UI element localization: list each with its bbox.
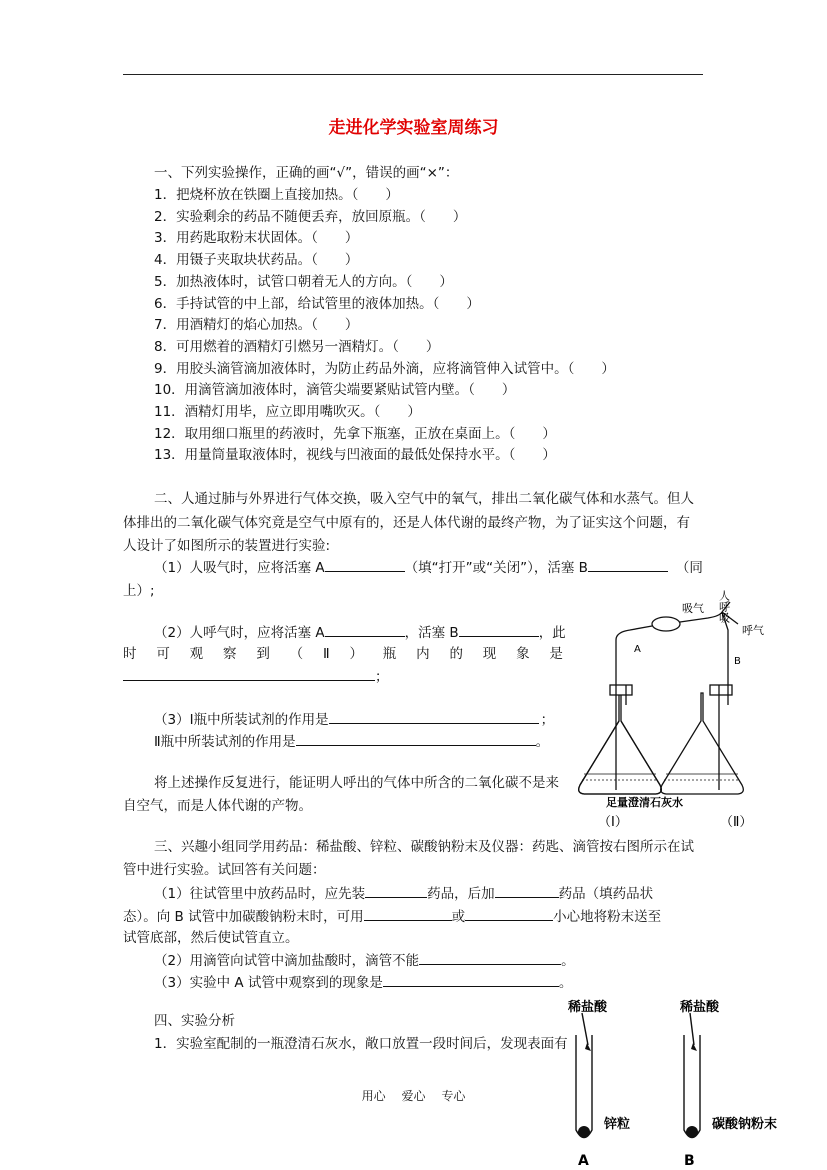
section2-conclusion-1: 将上述操作反复进行，能证明人呼出的气体中所含的二氧化碳不是来: [154, 775, 559, 791]
s3q1-text-f: 小心地将粉末送至: [553, 909, 662, 925]
section2-q3-line-2: [154, 732, 549, 751]
q3-text-a: （3）Ⅰ瓶中所装试剂的作用是: [154, 712, 329, 728]
section3-q2-line: [154, 951, 575, 970]
section2-q1-cont: 上）;: [123, 583, 155, 599]
section1-item: 7．用酒精灯的焰心加热。（ ）: [154, 317, 359, 334]
acid-label-b: 稀盐酸: [680, 1000, 720, 1015]
q1-text-a: （1）人吸气时，应将活塞 A: [154, 560, 325, 576]
q2-blank-b[interactable]: [459, 623, 539, 637]
spaced-char: ）: [349, 646, 363, 662]
section1-item: 5．加热液体时，试管口朝着无人的方向。（ ）: [154, 273, 453, 290]
spaced-char: 到: [256, 646, 270, 662]
exhale-label: 呼气: [742, 624, 764, 637]
section2-intro-line-1: 二、人通过肺与外界进行气体交换，吸入空气中的氧气，排出二氧化碳气体和水蒸气。但人: [154, 491, 694, 507]
q2-text-e: ；: [375, 669, 389, 685]
section1-item: 4．用镊子夹取块状药品。（ ）: [154, 252, 359, 269]
section1-item: 2．实验剩余的药品不随便丢弃，放回原瓶。（ ）: [154, 208, 467, 225]
q2-blank-c[interactable]: [123, 667, 375, 681]
valve-b-label: B: [734, 656, 741, 667]
section1-item: 10．用滴管滴加液体时，滴管尖端要紧贴试管内壁。（ ）: [154, 382, 516, 399]
q3-blank-a[interactable]: [329, 710, 539, 724]
section2-q2-line: [154, 623, 566, 642]
s3q1-text-b: 药品，后加: [427, 886, 495, 902]
section1-heading: 一、下列实验操作，正确的画“√”，错误的画“×”：: [154, 165, 459, 181]
section3-intro-2: 管中进行实验。试回答有关问题：: [123, 862, 326, 878]
section3-q1-line-2: [123, 907, 661, 926]
s3q3-blank[interactable]: [383, 973, 559, 987]
q1-text-c: （同: [675, 560, 703, 576]
valve-a-label: A: [634, 644, 641, 655]
spaced-char: 瓶: [382, 646, 397, 662]
test-tubes-figure: [560, 995, 810, 1170]
spaced-char: 可: [156, 646, 170, 662]
s3q1-blank-c[interactable]: [364, 907, 452, 921]
spaced-char: 象: [516, 646, 530, 662]
s3q1-blank-b[interactable]: [495, 884, 559, 898]
section4-item-1: 1．实验室配制的一瓶澄清石灰水，敞口放置一段时间后，发现表面有: [154, 1036, 568, 1052]
spaced-char: 时: [123, 646, 137, 662]
tube-a-label: A: [578, 1153, 589, 1169]
q2-text-a: （2）人呼气时，应将活塞 A: [154, 625, 325, 641]
solid-label-a: 锌粒: [604, 1117, 631, 1132]
s3q1-text-d: 态）。向 B 试管中加碳酸钠粉末时，可用: [123, 909, 364, 925]
q1-blank-a[interactable]: [325, 558, 405, 572]
spaced-char: 是: [549, 646, 563, 662]
q2-text-c: ，此: [538, 625, 566, 641]
section1-item: 12．取用细口瓶里的药液时，先拿下瓶塞，正放在桌面上。（ ）: [154, 425, 556, 442]
footer-word-2: 爱心: [401, 1089, 426, 1103]
q3-text-c: Ⅱ瓶中所装试剂的作用是: [154, 734, 296, 750]
footer-word-3: 专心: [441, 1089, 466, 1103]
section1-item: 1．把烧杯放在铁圈上直接加热。（ ）: [154, 187, 399, 203]
s3q1-text-a: （1）往试管里中放药品时，应先装: [154, 886, 366, 902]
spaced-char: 内: [416, 646, 430, 662]
q3-text-b: ；: [540, 712, 555, 728]
q2-text-b: ，活塞 B: [404, 625, 459, 641]
page-footer: [0, 1087, 827, 1104]
acid-label-a: 稀盐酸: [568, 1000, 608, 1015]
section1-item: 6．手持试管的中上部，给试管里的液体加热。（ ）: [154, 295, 480, 312]
solid-label-b: 碳酸钠粉末: [712, 1117, 778, 1132]
person-breathing-label: 人呼吸: [717, 590, 731, 623]
s3q1-blank-d[interactable]: [465, 907, 553, 921]
tube-b-label: B: [684, 1153, 695, 1169]
spaced-char: 观: [189, 646, 204, 662]
reagent-label: 足量澄清石灰水: [606, 796, 683, 809]
q3-blank-b[interactable]: [296, 732, 536, 746]
s3q1-blank-a[interactable]: [365, 884, 427, 898]
s3q2-text-a: （2）用滴管向试管中滴加盐酸时，滴管不能: [154, 953, 420, 969]
spaced-char: 现: [482, 646, 497, 662]
flask-2-label: （Ⅱ）: [720, 815, 753, 830]
spaced-char: 的: [449, 646, 463, 662]
section1-item: 13．用量筒量取液体时，视线与凹液面的最低处保持水平。（ ）: [154, 447, 556, 464]
section2-q2-spaced-line: [123, 645, 563, 663]
section1-item: 9．用胶头滴管滴加液体时，为防止药品外滴，应将滴管伸入试管中。（ ）: [154, 360, 615, 377]
s3q2-blank[interactable]: [419, 951, 561, 965]
q1-text-b: （填“打开”或“关闭”），活塞 B: [404, 560, 588, 576]
section2-q3-line-1: [154, 710, 554, 729]
s3q1-text-c: 药品（填药品状: [558, 886, 654, 902]
section2-conclusion-2: 自空气，而是人体代谢的产物。: [123, 798, 312, 814]
q3-text-d: 。: [535, 734, 550, 750]
s3q1-text-e: 或: [451, 909, 466, 925]
section3-q3-line: [154, 973, 572, 992]
flask-1-label: （Ⅰ）: [598, 815, 628, 830]
section3-q1-line-3: 试管底部，然后使试管直立。: [123, 930, 299, 946]
q2-blank-a[interactable]: [325, 623, 405, 637]
section1-item: 3．用药匙取粉末状固体。（ ）: [154, 230, 359, 247]
section2-intro-line-3: 人设计了如图所示的装置进行实验:: [123, 538, 331, 554]
header-rule: [123, 74, 703, 75]
section4-heading: 四、实验分析: [154, 1013, 235, 1029]
section1-item: 8．可用燃着的酒精灯引燃另一酒精灯。（ ）: [154, 338, 440, 355]
s3q3-text-a: （3）实验中 A 试管中观察到的现象是: [154, 975, 383, 991]
section3-intro-1: 三、兴趣小组同学用药品：稀盐酸、锌粒、碳酸钠粉末及仪器：药匙、滴管按右图所示在试: [154, 839, 694, 855]
footer-word-1: 用心: [361, 1089, 386, 1103]
section2-intro-line-2: 体排出的二氧化碳气体究竟是空气中原有的，还是人体代谢的最终产物，为了证实这个问题，有: [123, 515, 690, 531]
spaced-char: 察: [222, 646, 237, 662]
section3-q1-line-1: [154, 884, 653, 903]
s3q3-text-b: 。: [558, 975, 573, 991]
section1-item: 11．酒精灯用毕，应立即用嘴吹灭。（ ）: [154, 404, 421, 420]
page-title: 走进化学实验室周练习: [328, 118, 499, 138]
s3q2-text-b: 。: [561, 953, 575, 969]
inhale-label: 吸气: [682, 602, 704, 615]
section2-q2-answer-line: [123, 667, 389, 686]
spaced-char: （: [289, 646, 304, 662]
spaced-char: Ⅱ: [322, 646, 330, 662]
respiration-apparatus-figure: [570, 570, 770, 835]
